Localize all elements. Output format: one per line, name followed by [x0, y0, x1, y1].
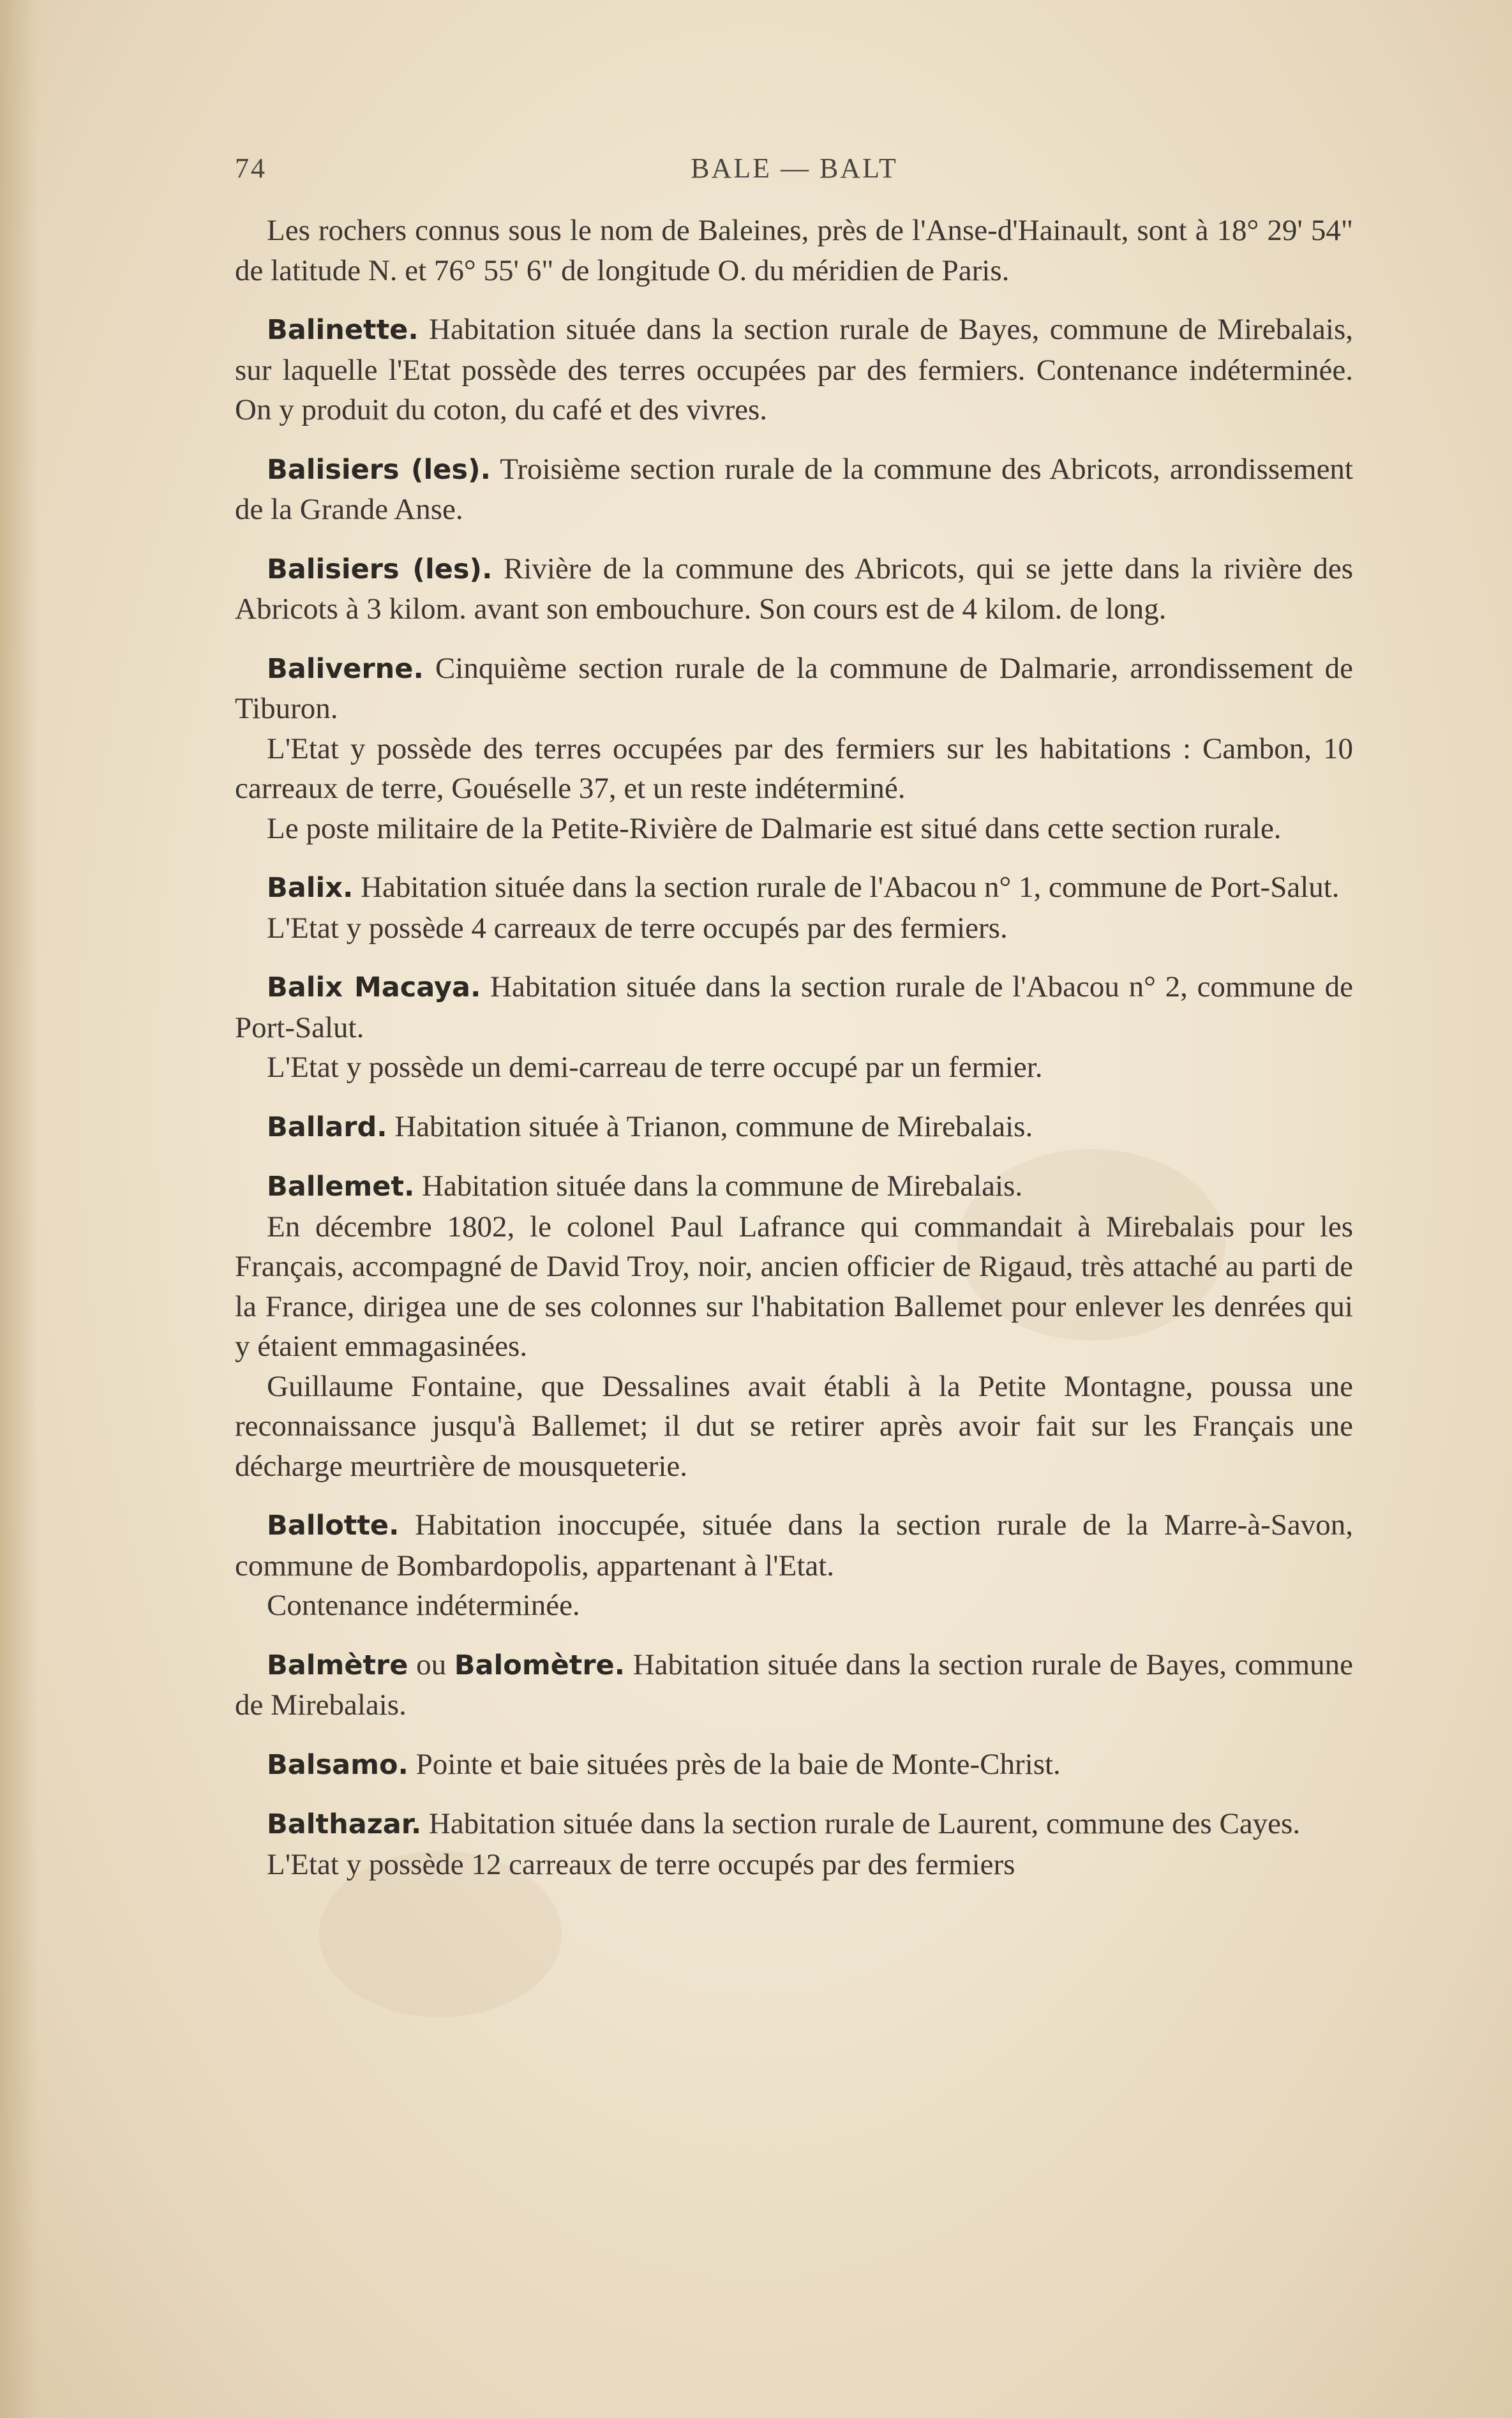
entry-text: Habitation située dans la section rurale de Laurent, commune des Cayes.	[428, 1807, 1301, 1840]
headword: Balisiers (les).	[267, 453, 491, 486]
entry-text: Rivière de la commune des Abricots, qui se jette dans la rivière des Abricots à 3 kilom. avant son embouchure. Son cours est de 4 kilom. de long.	[235, 552, 1354, 626]
entry-baliverne	[235, 649, 1353, 849]
entry-ballard	[235, 1107, 1353, 1148]
entry-balix-macaya	[235, 967, 1353, 1088]
running-header	[235, 152, 1354, 190]
entry-ballotte	[235, 1505, 1353, 1626]
entry-paragraph: L'Etat y possède un demi-carreau de terre occupé par un fermier.	[267, 1051, 1043, 1084]
entry-balinette	[235, 310, 1353, 430]
entry-paragraph	[235, 1107, 1353, 1148]
entry-text: Pointe et baie situées près de la baie de Monte-Christ.	[415, 1747, 1061, 1781]
headword: Balsamo.	[267, 1748, 408, 1781]
entry-text: Habitation située dans la commune de Mirebalais.	[422, 1169, 1023, 1203]
entry-paragraph	[235, 1166, 1353, 1207]
entry-text: Habitation située dans la section rurale de l'Abacou n° 2, commune de Port-Salut.	[235, 970, 1353, 1044]
entry-balmetre	[235, 1645, 1353, 1725]
entry-paragraph	[235, 449, 1353, 530]
entry-ballemet	[235, 1166, 1353, 1486]
headword: Balix Macaya.	[267, 972, 481, 1003]
page-gutter-shadow	[0, 0, 38, 2418]
headword-connector: ou	[416, 1648, 447, 1681]
headword: Balmètre	[267, 1649, 408, 1681]
headword: Ballard.	[267, 1111, 387, 1143]
entry-paragraph: Guillaume Fontaine, que Dessalines avait établi à la Petite Montagne, poussa une reconnaissance jusqu'à Ballemet; il dut se retirer après avoir fait sur les Français une décharge meurtrière de mousqueterie.	[235, 1369, 1353, 1483]
headword: Balisiers (les).	[267, 553, 493, 585]
entry-balix	[235, 867, 1353, 948]
entry-text: Habitation située dans la section rurale de Bayes, commune de Mirebalais.	[235, 1648, 1354, 1722]
entry-paragraph: En décembre 1802, le colonel Paul Lafrance qui commandait à Mirebalais pour les Français, accompagné de David Troy, noir, ancien officier de Rigaud, très attaché au parti de la France, dirigea une de ses colonnes sur l'habitation Ballemet pour enlever les denrées qui y étaient emmagasinées.	[235, 1210, 1353, 1363]
headword: Balinette.	[267, 314, 419, 346]
entry-paragraph	[235, 967, 1353, 1048]
entry-paragraph: L'Etat y possède des terres occupées par des fermiers sur les habitations : Cambon, 10 carreaux de terre, Gouéselle 37, et un reste indéterminé.	[235, 732, 1353, 805]
entry-paragraph: Le poste militaire de la Petite-Rivière de Dalmarie est situé dans cette section rurale.	[267, 811, 1282, 845]
entry-balisiers-riviere	[235, 549, 1353, 629]
headword-variant: Balomètre.	[454, 1649, 625, 1681]
running-title: BALE — BALT	[691, 153, 898, 184]
headword: Ballemet.	[267, 1171, 415, 1203]
entry-text: Troisième section rurale de la commune des Abricots, arrondissement de la Grande Anse.	[235, 452, 1353, 526]
entry-paragraph	[235, 867, 1353, 908]
entry-baleines	[235, 211, 1353, 290]
entry-balthazar	[235, 1804, 1353, 1884]
entry-text: Habitation située à Trianon, commune de Mirebalais.	[394, 1109, 1033, 1143]
entry-balsamo	[235, 1745, 1353, 1785]
entry-text: Habitation inoccupée, située dans la section rurale de la Marre-à-Savon, commune de Bombardopolis, appartenant à l'Etat.	[235, 1508, 1353, 1582]
headword: Baliverne.	[267, 652, 424, 685]
entry-paragraph: L'Etat y possède 4 carreaux de terre occupés par des fermiers.	[267, 911, 1008, 945]
entry-paragraph: Les rochers connus sous le nom de Baleines, près de l'Anse-d'Hainault, sont à 18° 29' 54" de latitude N. et 76° 55' 6" de longitude O. du méridien de Paris.	[235, 214, 1353, 287]
entry-text: Habitation située dans la section rurale de l'Abacou n° 1, commune de Port-Salut.	[361, 871, 1340, 904]
entry-text: Habitation située dans la section rurale de Bayes, commune de Mirebalais, sur laquelle l'Etat possède des terres occupées par des fermiers. Contenance indéterminée. On y produit du coton, du café et des vivres.	[235, 313, 1353, 426]
entry-balisiers-section	[235, 449, 1353, 530]
headword: Balix.	[267, 872, 354, 904]
headword: Ballotte.	[267, 1510, 400, 1542]
entry-paragraph	[235, 1745, 1353, 1785]
entry-paragraph	[235, 310, 1353, 430]
entry-paragraph	[235, 649, 1353, 729]
entry-paragraph	[235, 1645, 1353, 1725]
entry-paragraph	[235, 549, 1353, 629]
page-number: 74	[235, 153, 267, 184]
entry-paragraph: Contenance indéterminée.	[267, 1589, 580, 1622]
entry-paragraph: L'Etat y possède 12 carreaux de terre occupés par des fermiers	[267, 1847, 1015, 1881]
entry-paragraph	[235, 1804, 1353, 1845]
page-body	[235, 211, 1353, 1884]
entry-text: Cinquième section rurale de la commune de Dalmarie, arrondissement de Tiburon.	[235, 651, 1353, 725]
headword: Balthazar.	[267, 1808, 422, 1840]
entry-paragraph	[235, 1505, 1353, 1586]
